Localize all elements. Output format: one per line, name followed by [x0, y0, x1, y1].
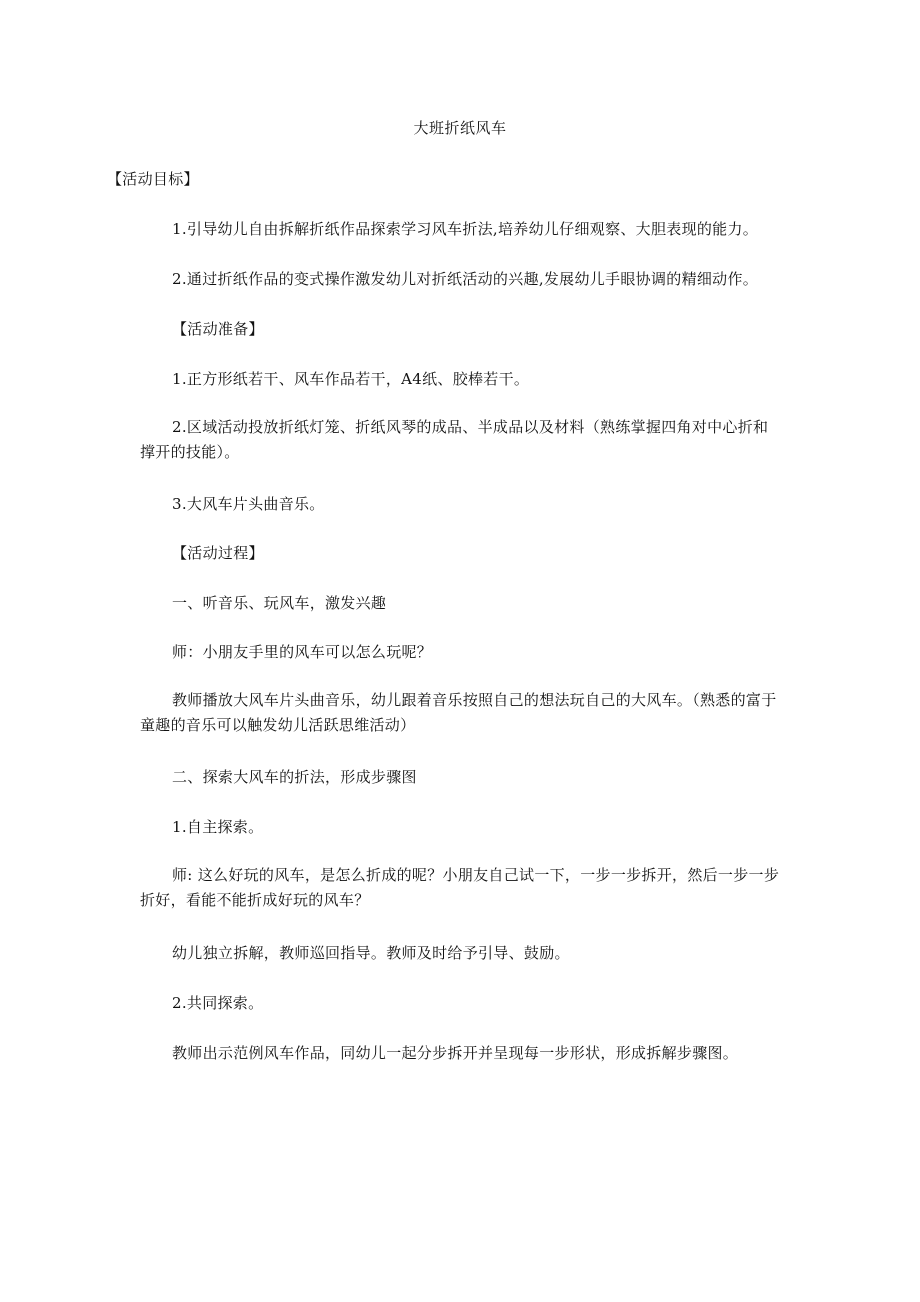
- step-2-guidance: 幼儿独立拆解，教师巡回指导。教师及时给予引导、鼓励。: [172, 944, 570, 962]
- step-2-subheading-1: 1.自主探索。: [172, 818, 264, 836]
- section-heading-prep: 【活动准备】: [172, 320, 264, 338]
- step-1-heading: 一、听音乐、玩风车，激发兴趣: [172, 594, 387, 612]
- step-2-heading: 二、探索大风车的折法，形成步骤图: [172, 768, 417, 786]
- step-2-question: 师: 这么好玩的风车，是怎么折成的呢？小朋友自己试一下，一步一步拆开，然后一步一步折好，看能不能折成好玩的风车？: [140, 866, 780, 909]
- step-1-question: 师：小朋友手里的风车可以怎么玩呢？: [172, 643, 433, 661]
- step-1-description: 教师播放大风车片头曲音乐，幼儿跟着音乐按照自己的想法玩自己的大风车。（熟悉的富于童趣的音乐可以触发幼儿活跃思维活动）: [140, 691, 777, 734]
- section-heading-process: 【活动过程】: [172, 544, 264, 562]
- document-title: 大班折纸风车: [413, 119, 507, 137]
- section-heading-goals: 【活动目标】: [107, 170, 199, 188]
- step-2-subheading-2: 2.共同探索。: [172, 994, 264, 1012]
- goal-item-1: 1.引导幼儿自由拆解折纸作品探索学习风车折法,培养幼儿仔细观察、大胆表现的能力。: [172, 220, 759, 238]
- prep-item-2: 2.区域活动投放折纸灯笼、折纸风琴的成品、半成品以及材料（熟练掌握四角对中心折和撑开的技能）。: [140, 418, 769, 461]
- prep-item-3: 3.大风车片头曲音乐。: [172, 495, 325, 513]
- prep-item-1: 1.正方形纸若干、风车作品若干，A4纸、胶棒若干。: [172, 370, 530, 388]
- step-2-demonstration: 教师出示范例风车作品，同幼儿一起分步拆开并呈现每一步形状，形成拆解步骤图。: [172, 1044, 739, 1062]
- goal-item-2: 2.通过折纸作品的变式操作激发幼儿对折纸活动的兴趣,发展幼儿手眼协调的精细动作。: [172, 270, 759, 288]
